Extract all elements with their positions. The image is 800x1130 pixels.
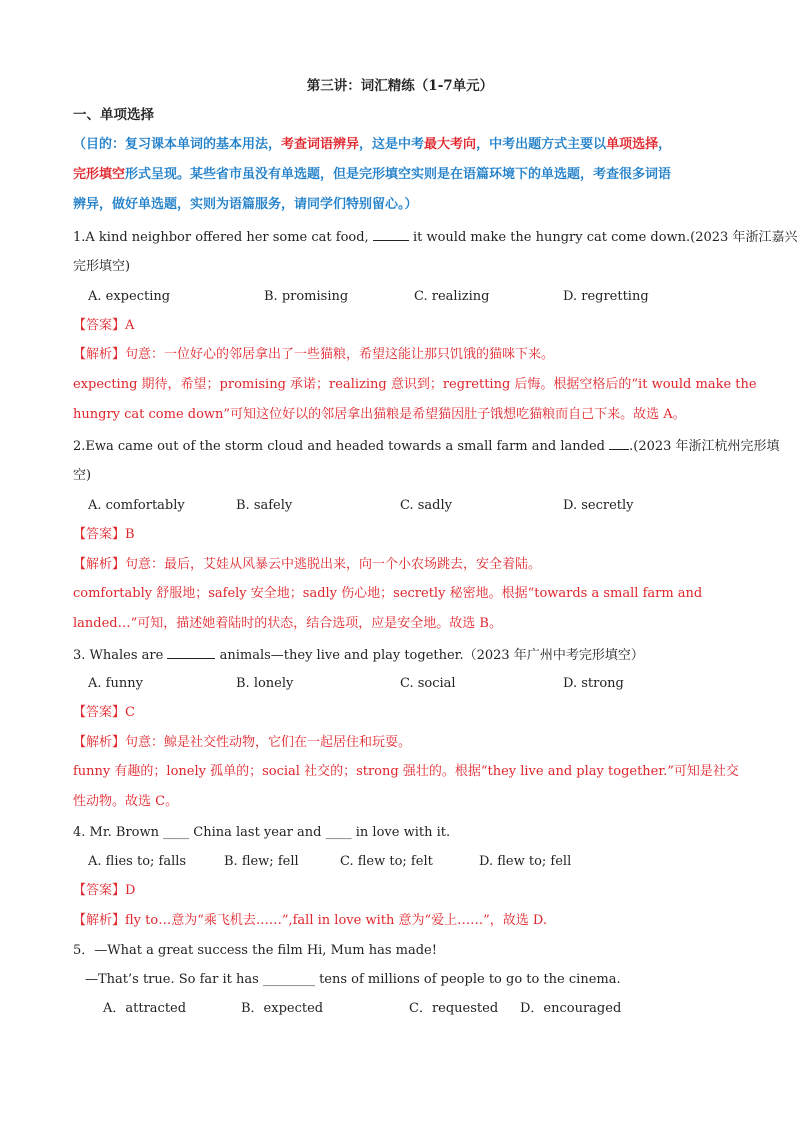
question-5-stem-cont: —That’s true. So far it has ________ tens of millions of people to go to the cinema. [85,972,621,987]
question-4-analysis-1: 【解析】fly to…意为“乘飞机去……”,fall in love with 意为“爱上……”，故选 D. [73,913,547,928]
option-c[interactable]: C. sadly [400,498,452,513]
question-1-stem: 1.A kind neighbor offered her some cat food, it would make the hungry cat come down.(2023 年浙江嘉兴 [73,230,798,245]
question-1-analysis-1: 【解析】句意：一位好心的邻居拿出了一些猫粮，希望这能让那只饥饿的猫咪下来。 [73,347,555,362]
option-d[interactable]: D．encouraged [520,1001,622,1016]
option-c[interactable]: C. realizing [414,289,490,304]
purpose-line-1: （目的：复习课本单词的基本用法，考查词语辨异，这是中考最大考向，中考出题方式主要以单项选择， [73,137,672,152]
option-b[interactable]: B．expected [241,1001,324,1016]
option-d[interactable]: D. secretly [563,498,634,513]
question-5-stem: 5．—What a great success the film Hi, Mum has made! [73,943,437,958]
option-b[interactable]: B. flew; fell [224,854,299,869]
question-4-stem: 4. Mr. Brown ____ China last year and ____ in love with it. [73,825,451,840]
option-c[interactable]: C. social [400,676,456,691]
purpose-line-3: 辨异，做好单选题，实则为语篇服务，请同学们特别留心。） [73,197,418,212]
option-b[interactable]: B. safely [236,498,293,513]
option-d[interactable]: D. flew to; fell [479,854,572,869]
question-2-analysis-1: 【解析】句意：最后，艾娃从风暴云中逃脱出来，向一个小农场跳去，安全着陆。 [73,557,542,572]
question-2-analysis-2: comfortably 舒服地；safely 安全地；sadly 伤心地；secretly 秘密地。根据“towards a small farm and [73,586,703,601]
option-c[interactable]: C．requested [409,1001,499,1016]
question-1-answer: 【答案】A [73,318,135,333]
option-c[interactable]: C. flew to; felt [340,854,433,869]
question-3-answer: 【答案】C [73,705,135,720]
question-2-analysis-3: landed…”可知，描述她着陆时的状态，结合选项，应是安全地。故选 B。 [73,616,502,631]
answer-blank [373,228,409,241]
question-1-stem-cont: 完形填空) [73,259,131,274]
question-2-answer: 【答案】B [73,527,135,542]
question-3-analysis-3: 性动物。故选 C。 [73,794,179,809]
question-2-stem-cont: 空) [73,468,92,483]
answer-blank [609,437,629,450]
question-2-stem: 2.Ewa came out of the storm cloud and headed towards a small farm and landed .(2023 年浙江杭州完形填 [73,439,780,454]
question-1-analysis-2: expecting 期待，希望；promising 承诺；realizing 意识到；regretting 后悔。根据空格后的“it would make the [73,377,757,392]
option-a[interactable]: A．attracted [103,1001,187,1016]
option-d[interactable]: D. regretting [563,289,649,304]
option-b[interactable]: B. promising [264,289,349,304]
question-3-stem: 3. Whales are animals—they live and play together.（2023 年广州中考完形填空） [73,648,644,663]
question-1-analysis-3: hungry cat come down”可知这位好以的邻居拿出猫粮是希望猫因肚子饿想吃猫粮而自己下来。故选 A。 [73,407,686,422]
page-title: 第三讲：词汇精练（1-7单元） [306,78,494,94]
section-heading: 一、单项选择 [73,107,154,123]
option-b[interactable]: B. lonely [236,676,294,691]
option-d[interactable]: D. strong [563,676,624,691]
answer-blank [167,646,215,659]
option-a[interactable]: A. funny [88,676,143,691]
question-4-answer: 【答案】D [73,883,136,898]
question-3-analysis-2: funny 有趣的；lonely 孤单的；social 社交的；strong 强壮的。根据“they live and play together.”可知是社交 [73,764,739,779]
question-3-analysis-1: 【解析】句意：鲸是社交性动物，它们在一起居住和玩耍。 [73,735,412,750]
purpose-line-2: 完形填空形式呈现。某些省市虽没有单选题，但是完形填空实则是在语篇环境下的单选题，考查很多词语 [73,167,672,182]
option-a[interactable]: A. comfortably [88,498,185,513]
option-a[interactable]: A. flies to; falls [88,854,187,869]
option-a[interactable]: A. expecting [88,289,171,304]
